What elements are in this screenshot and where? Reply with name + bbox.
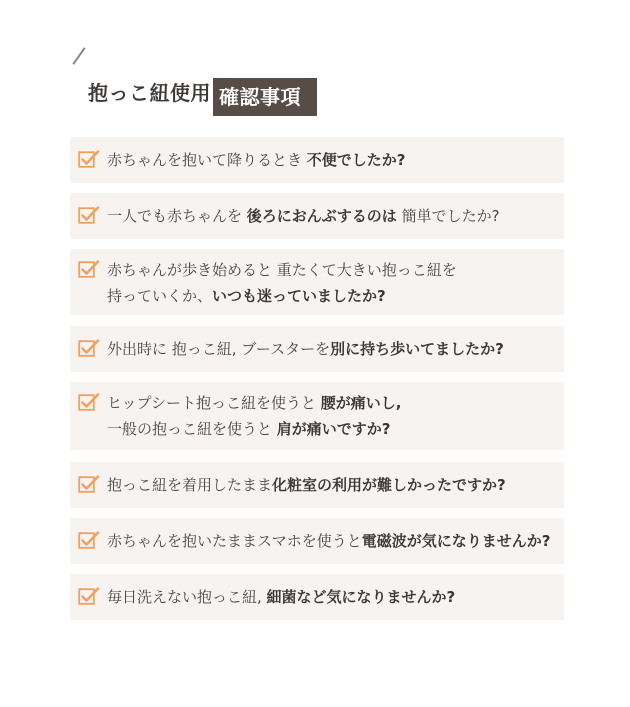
emphasis-text: いつも迷っていましたか? (212, 287, 386, 305)
item-text-part: 赤ちゃんを抱いて降りるとき (107, 151, 307, 169)
item-text (107, 390, 560, 442)
item-text-line (107, 416, 560, 442)
checkbox-check-icon (78, 530, 100, 550)
checkbox-check-icon (78, 338, 100, 358)
item-text (107, 203, 560, 229)
item-text-part: 一人でも赤ちゃんを (107, 207, 247, 225)
item-text (107, 584, 560, 610)
item-text (107, 147, 560, 173)
emphasis-text: 腰が痛いし, (320, 394, 402, 412)
title-main: 抱っこ紐使用 (88, 81, 211, 105)
checkbox-check-icon (78, 259, 100, 279)
checklist-item (70, 193, 564, 239)
item-text (107, 472, 560, 498)
checklist-item (70, 326, 564, 372)
checklist-item (70, 382, 564, 450)
checkbox-check-icon (78, 586, 100, 606)
checklist-item (70, 574, 564, 620)
item-text-part: 抱っこ紐を着用したまま (107, 476, 273, 494)
decorative-slash (72, 47, 85, 65)
checklist-item (70, 462, 564, 508)
emphasis-text: 化粧室の利用が難しかったですか? (272, 476, 506, 494)
item-text-part: 一般の抱っこ紐を使うと (107, 420, 277, 438)
item-text (107, 336, 560, 362)
title-badge: 確認事項 (213, 78, 317, 116)
item-text-part: ヒップシート抱っこ紐を使うと (107, 394, 321, 412)
emphasis-text: 後ろにおんぶするのは (246, 207, 397, 225)
item-text-part: 持っていくか、 (107, 287, 213, 305)
item-text-line (107, 283, 560, 309)
item-text (107, 257, 560, 309)
item-text-part: 簡単でしたか? (396, 207, 500, 225)
checklist-item (70, 518, 564, 564)
emphasis-text: 別に持ち歩いてましたか? (330, 340, 504, 358)
checkbox-check-icon (78, 392, 100, 412)
emphasis-text: 電磁波が気になりませんか? (361, 532, 551, 550)
checkbox-check-icon (78, 149, 100, 169)
item-text-part: 外出時に 抱っこ紐, ブースターを (107, 340, 331, 358)
item-text-part: 赤ちゃんが歩き始めると 重たくて大きい抱っこ紐を (107, 261, 457, 279)
item-text-part: 赤ちゃんを抱いたままスマホを使うと (107, 532, 362, 550)
item-text-line (107, 390, 560, 416)
emphasis-text: 細菌など気になりませんか? (266, 588, 456, 606)
item-text-part: 毎日洗えない抱っこ紐, (107, 588, 267, 606)
checklist-item (70, 249, 564, 315)
emphasis-text: 肩が痛いですか? (276, 420, 391, 438)
checkbox-check-icon (78, 474, 100, 494)
section-title (88, 74, 317, 112)
checklist-item (70, 137, 564, 183)
checkbox-check-icon (78, 205, 100, 225)
item-text (107, 528, 560, 554)
emphasis-text: 不便でしたか? (306, 151, 406, 169)
item-text-line (107, 257, 560, 283)
